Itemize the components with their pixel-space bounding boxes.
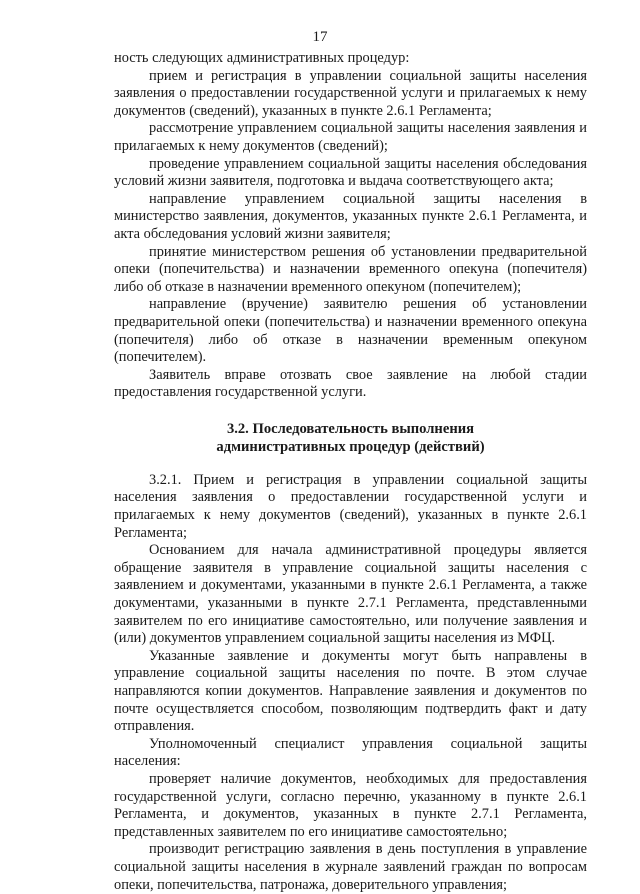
page-content — [114, 50, 587, 894]
section-heading-line1: 3.2. Последовательность выполнения — [226, 420, 475, 437]
paragraph-continuation: ность следующих административных процедур: — [114, 50, 410, 66]
section-heading-line2: административных процедур (действий) — [216, 438, 485, 455]
paragraph-procedure-decision: принятие министерством решения об установлении предварительной опеки (попечительства) и назначении временного опекуна (попечителя) либо об отказе в назначении временного опекуном (попечителем); — [114, 243, 587, 295]
paragraph-3-2-1: 3.2.1. Прием и регистрация в управлении социальной защиты населения заявления о предоставлении государственной услуги и прилагаемых к нему документов (сведений), указанных в пункте 2.6.1 Регламента; — [114, 471, 587, 541]
page-number: 17 — [312, 29, 328, 45]
paragraph-procedure-intake: прием и регистрация в управлении социальной защиты населения заявления о предоставлении государственной услуги и прилагаемых к нему документов (сведений), указанных в пункте 2.6.1 Регламента; — [114, 67, 587, 119]
paragraph-procedure-forwarding: направление управлением социальной защиты населения в министерство заявления, документов, указанных пункте 2.6.1 Регламента, и акта обследования условий жизни заявителя; — [114, 190, 587, 242]
paragraph-withdrawal-right: Заявитель вправе отозвать свое заявление на любой стадии предоставления государственной услуги. — [114, 366, 587, 401]
section-heading — [114, 420, 587, 456]
paragraph-procedure-delivery: направление (вручение) заявителю решения об установлении предварительной опеки (попечительства) и назначении временного опекуна (попечителя) либо об отказе в назначении временным опекуном (попечителем). — [114, 296, 587, 366]
paragraph-procedure-basis: Основанием для начала административной процедуры является обращение заявителя в управление социальной защиты населения с заявлением и документами, указанными в пункте 2.6.1 Регламента, а также документами, указанными в пункте 2.7.1 Регламента, представленными заявителем по его инициативе самостоятельно, или получение заявления и (или) документов управлением социальной защиты населения из МФЦ. — [114, 542, 587, 647]
paragraph-procedure-review: рассмотрение управлением социальной защиты населения заявления и прилагаемых к нему документов (сведений); — [114, 120, 587, 154]
paragraph-specialist-intro: Уполномоченный специалист управления социальной защиты населения: — [114, 735, 587, 770]
paragraph-postal-submission: Указанные заявление и документы могут быть направлены в управление социальной защиты населения по почте. В этом случае направляются копии документов. Направление заявления и документов по почте осуществляется способом, позволяющим подтвердить факт и дату отправления. — [114, 647, 587, 735]
paragraph-procedure-inspection: проведение управлением социальной защиты населения обследования условий жизни заявителя, подготовка и выдача соответствующего акта; — [114, 155, 587, 190]
paragraph-specialist-registers: производит регистрацию заявления в день поступления в управление социальной защиты населения в журнале заявлений граждан по вопросам опеки, попечительства, патронажа, доверительного управления; — [114, 841, 587, 893]
paragraph-specialist-checks: проверяет наличие документов, необходимых для предоставления государственной услуги, согласно перечню, указанному в пункте 2.6.1 Регламента, и документов, указанных в пункте 2.7.1 Регламента, представленных заявителем по его инициативе самостоятельно; — [114, 770, 587, 840]
